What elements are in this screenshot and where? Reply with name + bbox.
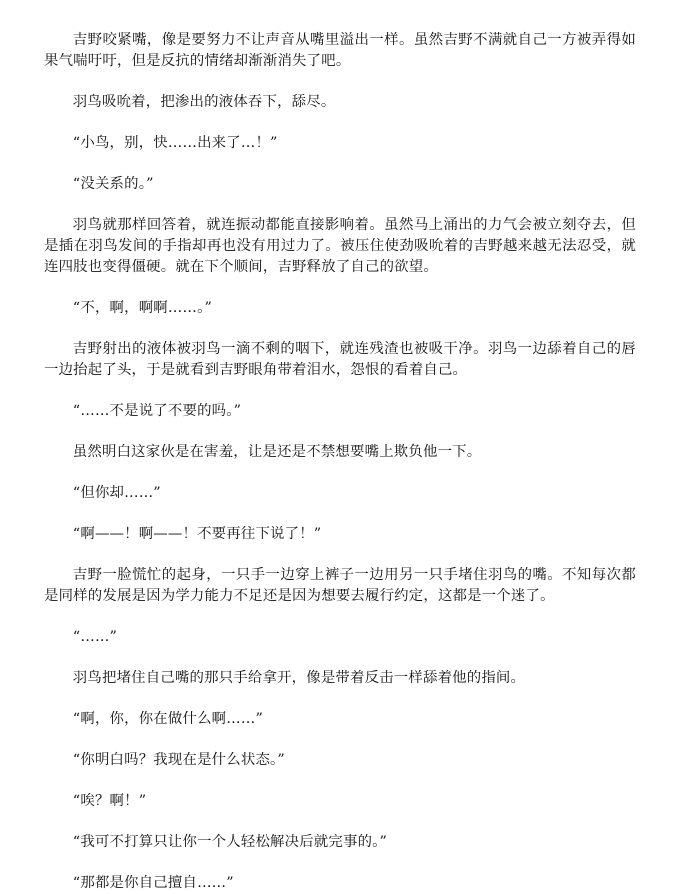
paragraph-2: 羽鸟吸吮着，把渗出的液体吞下，舔尽。 [72, 94, 336, 110]
paragraph-13: “……” [72, 629, 118, 645]
paragraph-7: 吉野射出的液体被羽鸟一滴不剩的咽下，就连残渣也被吸干净。羽鸟一边舔着自己的唇一边抬起了头，于是就看到吉野眼角带着泪水，怨恨的看着自己。 [44, 341, 636, 378]
paragraph-15: “啊，你，你在做什么啊……” [72, 711, 263, 727]
paragraph-18: “我可不打算只让你一个人轻松解决后就完事的。” [72, 834, 388, 850]
paragraph-10: “但你却……” [72, 485, 161, 501]
paragraph-16: “你明白吗？我现在是什么状态。” [72, 752, 285, 768]
paragraph-1: 吉野咬紧嘴，像是要努力不让声音从嘴里溢出一样。虽然吉野不满就自己一方被弄得如果气喘吁吁，但是反抗的情绪却渐渐消失了吧。 [44, 32, 636, 69]
paragraph-17: “唉？啊！” [72, 793, 147, 809]
paragraph-4: “没关系的。” [72, 176, 154, 192]
paragraph-8: “……不是说了不要的吗。” [72, 403, 242, 419]
paragraph-9: 虽然明白这家伙是在害羞，让是还是不禁想要嘴上欺负他一下。 [72, 444, 482, 460]
paragraph-11: “啊——！啊——！不要再往下说了！” [72, 526, 322, 542]
paragraph-14: 羽鸟把堵住自己嘴的那只手给拿开，像是带着反击一样舔着他的指间。 [72, 670, 526, 686]
paragraph-19: “那都是你自己擅自……” [72, 875, 234, 891]
paragraph-3: “小鸟，别，快……出来了…！” [72, 135, 278, 151]
paragraph-12: 吉野一脸慌忙的起身，一只手一边穿上裤子一边用另一只手堵住羽鸟的嘴。不知每次都是同样的发展是因为学力能力不足还是因为想要去履行约定，这都是一个迷了。 [44, 567, 636, 604]
paragraph-6: “不，啊，啊啊……。” [72, 300, 213, 316]
paragraph-5: 羽鸟就那样回答着，就连振动都能直接影响着。虽然马上涌出的力气会被立刻夺去，但是插在羽鸟发间的手指却再也没有用过力了。被压住使劲吸吮着的吉野越来越无法忍受，就连四肢也变得僵硬。就在下个顺间，吉野释放了自己的欲望。 [44, 217, 636, 275]
